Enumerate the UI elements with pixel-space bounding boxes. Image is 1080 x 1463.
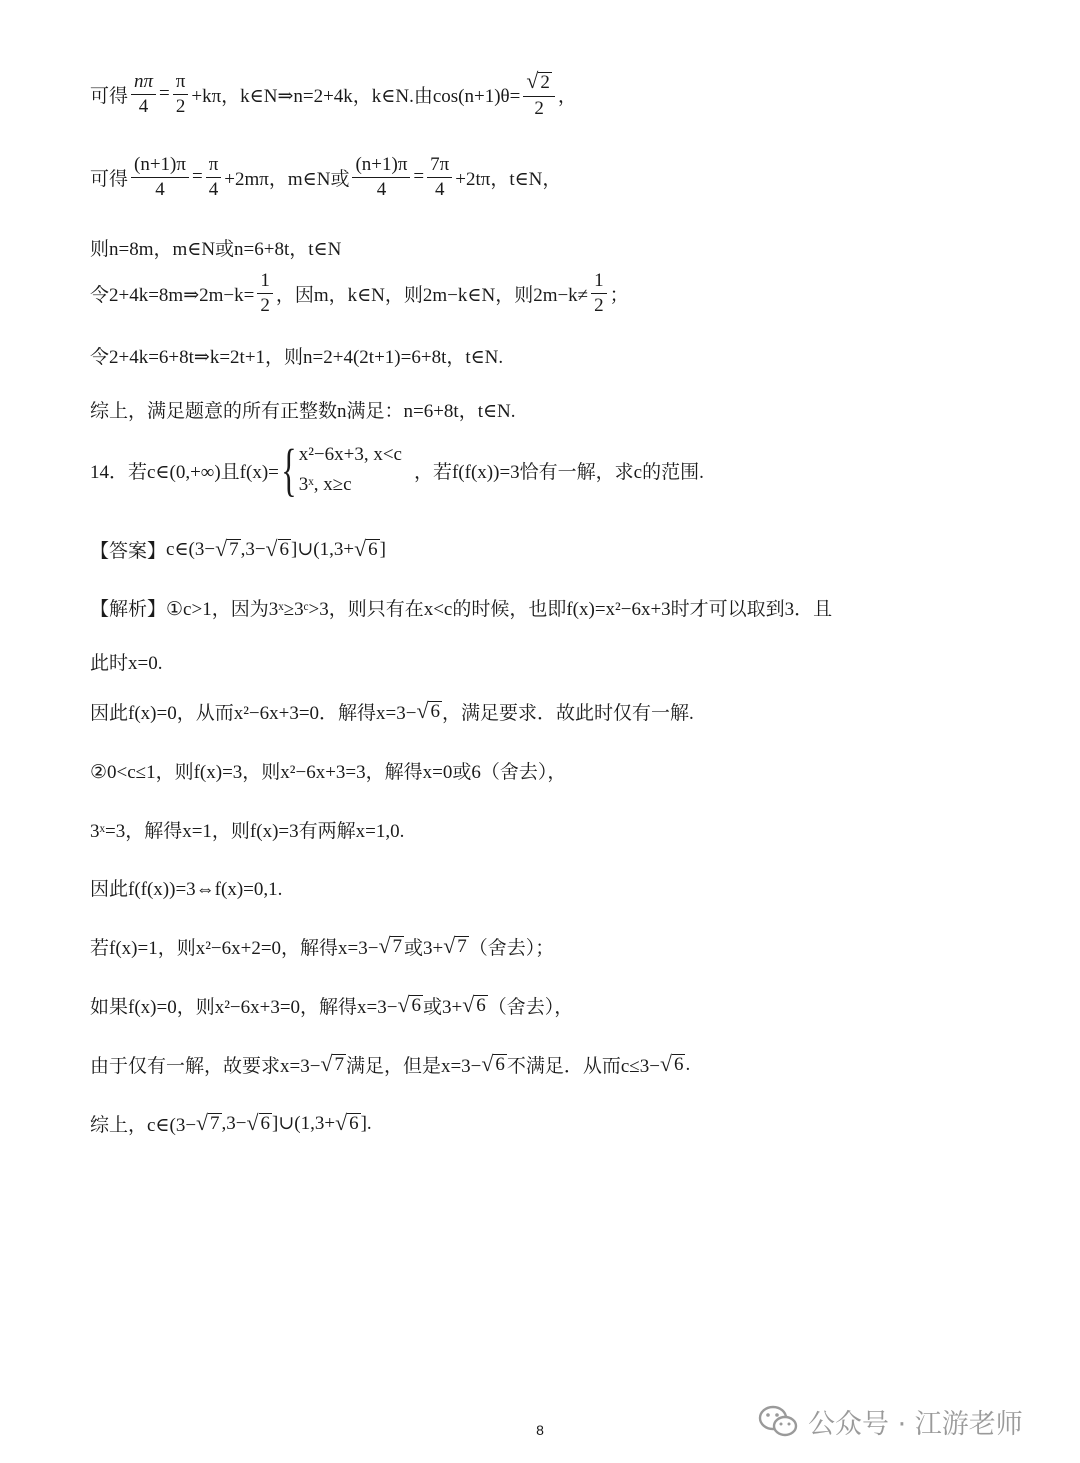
fraction xyxy=(427,155,452,200)
text: （舍去）； xyxy=(468,938,555,959)
numerator: nπ xyxy=(131,72,156,95)
solution-line-6 xyxy=(90,396,516,423)
numerator: 1 xyxy=(591,271,607,294)
text: 令2+4k=6+8t⇒k=2t+1，则n=2+4(2t+1)=6+8t，t∈N. xyxy=(90,347,504,368)
denominator: 4 xyxy=(434,178,445,200)
cases xyxy=(299,440,402,501)
denominator: 4 xyxy=(155,178,165,200)
numerator: (n+1)π xyxy=(131,155,189,178)
sqrt-value: 6 xyxy=(476,994,486,1016)
analysis-line-4 xyxy=(90,757,566,784)
sqrt-value: 7 xyxy=(392,935,402,957)
sqrt-value: 7 xyxy=(229,538,239,560)
page-number: 8 xyxy=(536,1422,544,1438)
fraction xyxy=(131,72,156,117)
text: ，满足要求．故此时仅有一解. xyxy=(441,703,694,724)
sqrt-value: 6 xyxy=(260,1112,271,1134)
text: 则n=8m，m∈N或n=6+8t，t∈N xyxy=(90,239,342,260)
denominator: 4 xyxy=(208,178,219,200)
sqrt-value: 2 xyxy=(540,72,550,93)
denominator: 4 xyxy=(138,95,149,117)
analysis-line-10: 综上，c∈(3− √ 7 ,3− √ 6 ]∪(1,3+ √ 6 ]. xyxy=(90,1111,372,1136)
text: 或3+ xyxy=(403,938,444,959)
sqrt-value: 6 xyxy=(430,700,440,722)
text: 若f(x)=1，则x²−6x+2=0，解得x=3− xyxy=(90,938,379,959)
sqrt-value: 6 xyxy=(368,538,378,560)
numerator: 1 xyxy=(257,271,273,294)
sqrt-value: 6 xyxy=(279,538,290,560)
piecewise xyxy=(279,437,402,503)
text: 满足，但是x=3− xyxy=(345,1056,482,1077)
text: ,3− xyxy=(240,538,266,560)
text: ，因m，k∈N，则2m−k∈N，则2m−k≠ xyxy=(275,284,589,306)
text: 3ˣ=3，解得x=1，则f(x)=3有两解x=1,0. xyxy=(90,821,405,842)
answer-label: 【答案】 xyxy=(90,541,167,562)
text: ； xyxy=(609,284,629,306)
solution-line-3 xyxy=(90,234,341,261)
fraction: $\frac{√ 2}{2}$ xyxy=(523,70,555,119)
numerator: (n+1)π xyxy=(352,155,410,178)
sqrt-value: 6 xyxy=(349,1112,359,1134)
fraction xyxy=(257,271,273,316)
fraction xyxy=(206,155,222,200)
analysis-line-7: 若f(x)=1，则x²−6x+2=0，解得x=3− √ 7 或3+ √ 7 （舍去）； xyxy=(90,934,555,959)
numerator: 7π xyxy=(427,155,452,178)
fraction xyxy=(591,271,607,316)
text: = xyxy=(413,166,425,188)
text: ] xyxy=(379,538,386,560)
problem-14 xyxy=(90,437,704,503)
denominator: 2 xyxy=(175,95,186,117)
text: = xyxy=(191,166,203,188)
text: 此时x=0. xyxy=(90,653,163,674)
text: +2mπ，m∈N或 xyxy=(224,168,350,190)
numerator: π xyxy=(173,72,189,95)
denominator: 2 xyxy=(594,294,604,316)
analysis-line-2 xyxy=(90,648,162,675)
fraction xyxy=(173,72,189,117)
answer-line: 【答案】 c∈(3− √ 7 ,3− √ 6 ]∪(1,3+ √ 6 ] xyxy=(90,537,386,562)
text: 因此f(x)=0，从而x²−6x+3=0．解得x=3− xyxy=(90,703,417,724)
text: 或3+ xyxy=(422,997,463,1018)
text: c∈(3− xyxy=(166,539,216,560)
brace: { xyxy=(281,437,297,503)
text: ，若f(f(x))=3恰有一解，求c的范围. xyxy=(413,461,704,483)
text: = xyxy=(159,83,170,105)
text: ]∪(1,3+ xyxy=(272,1113,336,1134)
sqrt-value: 7 xyxy=(457,935,467,957)
analysis-line-6 xyxy=(90,874,282,901)
analysis-line-3: 因此f(x)=0，从而x²−6x+3=0．解得x=3− √ 6 ，满足要求．故此时仅有一解. xyxy=(90,699,694,724)
solution-line-2 xyxy=(90,155,561,200)
sqrt-value: 7 xyxy=(210,1112,220,1134)
analysis-line-1 xyxy=(90,594,832,621)
case-1: x²−6x+3, x<c xyxy=(298,444,402,465)
text: 14．若c∈(0,+∞)且f(x)= xyxy=(90,461,279,483)
text: 综上，满足题意的所有正整数n满足：n=6+8t，t∈N. xyxy=(90,401,516,422)
denominator: 2 xyxy=(534,97,544,119)
analysis-line-5 xyxy=(90,816,404,843)
text: ]. xyxy=(360,1112,372,1134)
fraction xyxy=(352,155,410,200)
text: （舍去）， xyxy=(487,997,574,1018)
sqrt-value: 6 xyxy=(495,1053,505,1075)
text: 可得 xyxy=(90,168,129,190)
analysis-line-9: 由于仅有一解，故要求x=3− √ 7 满足，但是x=3− √ 6 不满足．从而c≤3− √ 6 . xyxy=(90,1052,691,1077)
text: +2tπ，t∈N， xyxy=(455,168,562,190)
text: 由于仅有一解，故要求x=3− xyxy=(90,1056,321,1077)
sqrt-value: 6 xyxy=(673,1053,684,1075)
case-2: 3ˣ, x≥c xyxy=(298,474,352,496)
sqrt-value: 6 xyxy=(411,994,421,1016)
analysis-label: 【解析】 xyxy=(90,599,167,620)
text: 不满足．从而c≤3− xyxy=(506,1056,660,1077)
text: +kπ，k∈N⇒n=2+4k，k∈N.由cos(n+1)θ= xyxy=(191,85,521,107)
text: ①c>1，因为3ˣ≥3ᶜ>3，则只有在x<c的时候，也即f(x)=x²−6x+3时才可以取到3．且 xyxy=(166,599,833,620)
text: 综上，c∈(3− xyxy=(90,1115,197,1136)
text: 令2+4k=8m⇒2m−k= xyxy=(90,284,255,306)
text: ②0<c≤1，则f(x)=3，则x²−6x+3=3，解得x=0或6（舍去）， xyxy=(90,762,567,783)
text: ]∪(1,3+ xyxy=(291,539,355,560)
sqrt-value: 7 xyxy=(334,1053,344,1075)
numerator: π xyxy=(206,155,222,178)
denominator: 2 xyxy=(260,294,270,316)
text: ， xyxy=(557,85,577,107)
solution-line-4 xyxy=(90,271,629,316)
solution-line-5 xyxy=(90,342,503,369)
text: 因此f(f(x))=3⇔f(x)=0,1. xyxy=(90,879,283,900)
denominator: 4 xyxy=(376,178,387,200)
text: . xyxy=(685,1053,691,1075)
watermark-text: 公众号 · 江游老师 xyxy=(808,1409,1023,1440)
fraction xyxy=(131,155,189,200)
analysis-line-8: 如果f(x)=0，则x²−6x+3=0，解得x=3− √ 6 或3+ √ 6 （舍去）， xyxy=(90,993,574,1018)
text: ,3− xyxy=(221,1112,247,1134)
text: 可得 xyxy=(90,85,129,107)
solution-line-1 xyxy=(90,70,577,119)
text: 如果f(x)=0，则x²−6x+3=0，解得x=3− xyxy=(90,997,398,1018)
